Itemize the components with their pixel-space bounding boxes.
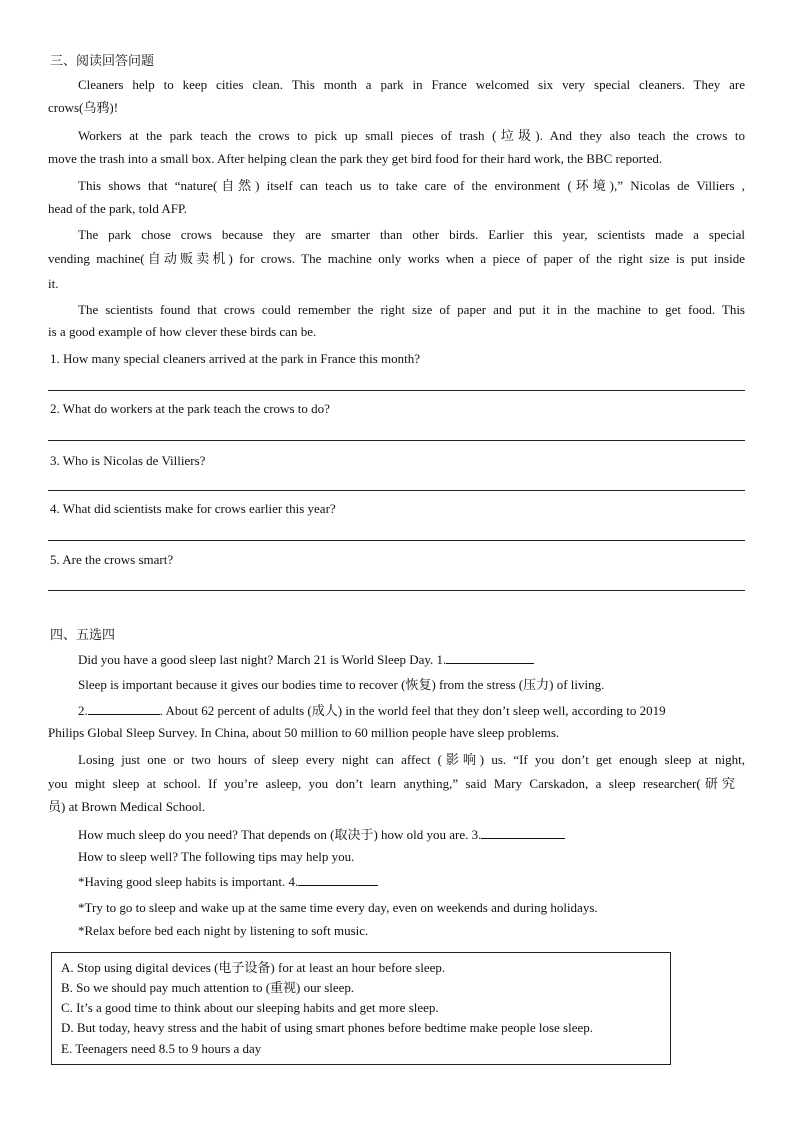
blank-3[interactable] — [481, 826, 565, 839]
passage-line: *Try to go to sleep and wake up at the same time every day, even on weekends and during holidays. — [78, 900, 598, 915]
options-box — [51, 952, 671, 1065]
question-2: 2. What do workers at the park teach the crows to do? — [50, 401, 330, 416]
passage-5-line: is a good example of how clever these birds can be. — [48, 324, 317, 339]
passage-1-line: Cleaners help to keep cities clean. This month a park in France welcomed six very special cleaners. They are — [78, 77, 745, 92]
passage-text: *Having good sleep habits is important. 4. — [78, 874, 299, 889]
passage-text: . About 62 percent of adults (成人) in the world feel that they don’t sleep well, according to 2019 — [159, 703, 666, 718]
passage-line: *Relax before bed each night by listening to soft music. — [78, 923, 369, 938]
passage-2-line: move the trash into a small box. After helping clean the park they get bird food for their hard work, the BBC reported. — [48, 151, 663, 166]
passage-5-line: The scientists found that crows could remember the right size of paper and put it in the machine to get food. This — [78, 302, 745, 317]
answer-line-1[interactable] — [48, 390, 745, 391]
answer-line-3[interactable] — [48, 490, 745, 491]
blank-1[interactable] — [446, 651, 534, 664]
question-5: 5. Are the crows smart? — [50, 552, 174, 567]
passage-line: How to sleep well? The following tips may help you. — [78, 849, 355, 864]
answer-line-2[interactable] — [48, 440, 745, 441]
passage-line: Philips Global Sleep Survey. In China, about 50 million to 60 million people have sleep problems. — [48, 725, 560, 740]
passage-line — [78, 826, 565, 843]
passage-line: Losing just one or two hours of sleep every night can affect (影响) us. “If you don’t get enough sleep at night, — [78, 752, 745, 767]
option-e: E. Teenagers need 8.5 to 9 hours a day — [61, 1041, 262, 1056]
passage-line: you might sleep at school. If you’re asleep, you don’t learn anything,” said Mary Carskadon, a sleep researcher(研究 — [48, 776, 735, 791]
section-4-heading: 四、五选四 — [50, 628, 116, 643]
passage-line: 员) at Brown Medical School. — [48, 799, 206, 814]
blank-number-2: 2. — [78, 703, 88, 718]
section-3-heading: 三、阅读回答问题 — [50, 54, 155, 69]
passage-4-line: it. — [48, 276, 59, 291]
passage-line — [78, 873, 378, 890]
question-4: 4. What did scientists make for crows earlier this year? — [50, 501, 336, 516]
answer-line-4[interactable] — [48, 540, 745, 541]
option-d: D. But today, heavy stress and the habit of using smart phones before bedtime make people lose sleep. — [61, 1020, 594, 1035]
passage-4-line: vending machine(自动贩卖机) for crows. The machine only works when a piece of paper of the right size is put inside — [48, 251, 745, 266]
question-3: 3. Who is Nicolas de Villiers? — [50, 453, 206, 468]
option-c: C. It’s a good time to think about our sleeping habits and get more sleep. — [61, 1000, 439, 1015]
option-b: B. So we should pay much attention to (重视) our sleep. — [61, 980, 355, 995]
passage-text: Did you have a good sleep last night? March 21 is World Sleep Day. 1. — [78, 652, 447, 667]
passage-4-line: The park chose crows because they are smarter than other birds. Earlier this year, scientists made a special — [78, 227, 745, 242]
answer-line-5[interactable] — [48, 590, 745, 591]
passage-3-line: head of the park, told AFP. — [48, 201, 188, 216]
blank-2[interactable] — [88, 702, 160, 715]
passage-2-line: Workers at the park teach the crows to pick up small pieces of trash (垃圾). And they also teach the crows to — [78, 128, 745, 143]
passage-line: Sleep is important because it gives our bodies time to recover (恢复) from the stress (压力) of living. — [78, 677, 605, 692]
option-a: A. Stop using digital devices (电子设备) for at least an hour before sleep. — [61, 960, 446, 975]
passage-line — [78, 651, 534, 668]
question-1: 1. How many special cleaners arrived at the park in France this month? — [50, 351, 421, 366]
passage-1-line: crows(乌鸦)! — [48, 100, 119, 115]
passage-text: How much sleep do you need? That depends on (取决于) how old you are. 3. — [78, 827, 482, 842]
blank-4[interactable] — [298, 873, 378, 886]
passage-3-line: This shows that “nature(自然) itself can teach us to take care of the environment (环境),” Nicolas de Villiers , — [78, 178, 745, 193]
passage-line — [78, 702, 745, 719]
